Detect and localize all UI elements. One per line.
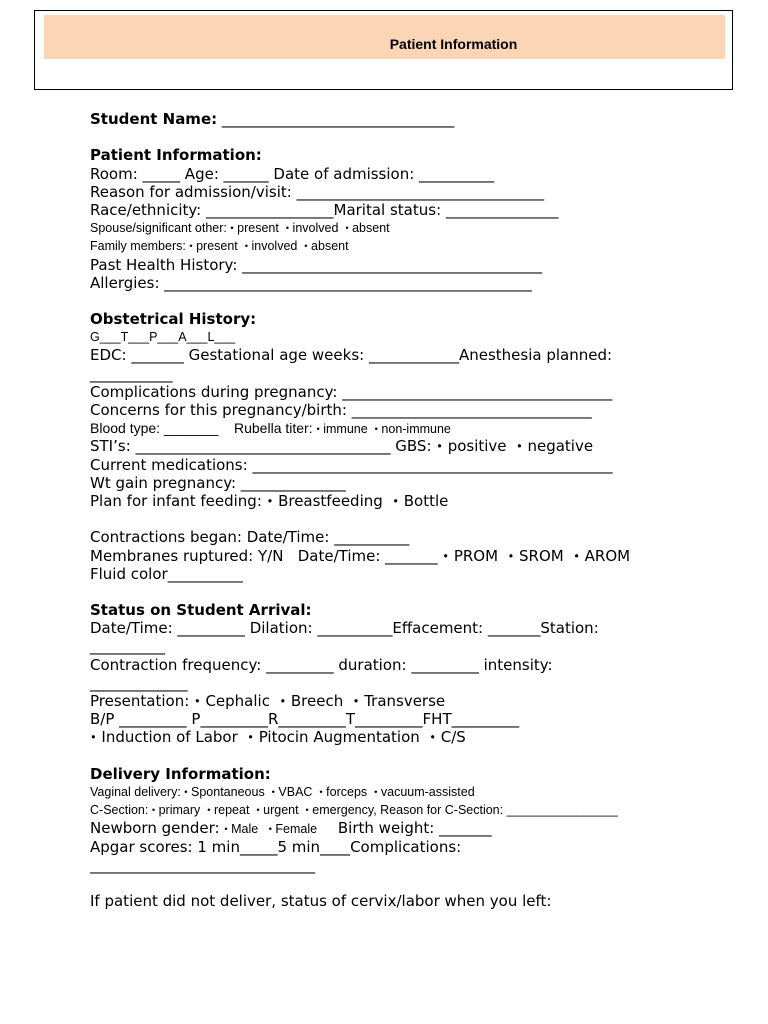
feeding-label: Plan for infant feeding: [90,491,267,510]
family-option-involved[interactable]: • involved [244,239,305,254]
rubella-option-nonimmune[interactable]: • non-immune [374,422,451,437]
family-option-absent[interactable]: • absent [304,239,349,254]
arrival-status-line[interactable]: Date/Time: _________ Dilation: __________Effacement: _______Station: [90,619,599,638]
bullet-icon: • [316,424,320,435]
feeding-line [90,492,690,510]
membranes-field[interactable]: Membranes ruptured: Y/N Date/Time: _______ [90,546,443,565]
vaginal-option-vacuum[interactable]: • vacuum-assisted [374,784,475,799]
delivery-heading: Delivery Information: [90,764,271,783]
presentation-label: Presentation: [90,692,195,710]
gender-option-female[interactable]: • Female [268,822,338,837]
bullet-icon: • [207,805,211,816]
bullet-icon: • [224,824,228,835]
bullet-icon: • [230,223,234,234]
gbs-option-positive[interactable]: • positive [436,437,517,456]
bullet-icon: • [266,494,274,508]
weight-gain-line[interactable]: Wt gain pregnancy: ______________ [90,473,346,492]
sti-field[interactable]: STI’s: __________________________________ GBS: [90,437,437,456]
sti-gbs-line [90,437,690,455]
bullet-icon: • [516,440,523,454]
feeding-option-bottle[interactable]: • Bottle [392,491,449,510]
membranes-option-srom[interactable]: • SROM [507,546,574,565]
bullet-icon: • [429,731,436,745]
birth-weight-field[interactable]: Birth weight: _______ [337,819,492,838]
intensity-field[interactable]: _____________ [90,673,188,692]
bullet-icon: • [345,223,349,234]
blood-type-field[interactable]: Blood type: _______ [90,420,234,437]
edc-line[interactable]: EDC: _______ Gestational age weeks: ____________Anesthesia planned: [90,346,613,365]
bullet-icon: • [194,695,201,708]
page-title: Patient Information [389,36,518,52]
apgar-line[interactable]: Apgar scores: 1 min_____5 min____Complications: [90,837,462,856]
bullet-icon: • [436,440,443,454]
spouse-option-absent[interactable]: • absent [345,221,390,236]
bullet-icon: • [90,731,97,745]
bullet-icon: • [352,695,360,708]
bullet-icon: • [374,786,378,797]
spouse-label: Spouse/significant other: [90,221,231,236]
bullet-icon: • [305,805,309,816]
bullet-icon: • [151,805,156,816]
csection-line [90,801,690,819]
membranes-option-arom[interactable]: • AROM [573,546,631,565]
procedure-option-cs[interactable]: • C/S [429,728,466,747]
feeding-option-breastfeeding[interactable]: • Breastfeeding [266,491,393,510]
anesthesia-field[interactable]: ___________ [90,364,173,383]
station-field[interactable]: __________ [90,637,165,656]
csection-option-emergency[interactable]: • emergency, Reason for C-Section: ________________ [305,803,618,818]
presentation-option-breech[interactable]: • Breech [279,692,353,710]
past-history-line[interactable]: Past Health History: ________________________________________ [90,255,543,274]
membranes-option-prom[interactable]: • PROM [442,546,508,565]
spouse-option-involved[interactable]: • involved [285,221,346,236]
bullet-icon: • [256,805,260,816]
bullet-icon: • [285,223,290,234]
spouse-line [90,219,690,237]
vitals-line[interactable]: B/P _________ P_________R_________T_________FHT_________ [90,710,520,729]
vaginal-option-vbac[interactable]: • VBAC [271,784,320,799]
family-line [90,237,690,255]
vaginal-option-spontaneous[interactable]: • Spontaneous [184,784,272,799]
membranes-line [90,547,690,565]
vaginal-label: Vaginal delivery: [90,784,185,799]
spouse-option-present[interactable]: • present [230,221,286,236]
student-name-field[interactable]: _______________________________ [217,110,455,128]
bullet-icon: • [271,786,275,797]
family-option-present[interactable]: • present [189,239,245,254]
bullet-icon: • [189,241,193,252]
room-age-admission-line[interactable]: Room: _____ Age: ______ Date of admission: __________ [90,164,495,183]
reason-line[interactable]: Reason for admission/visit: _________________________________ [90,182,545,201]
bullet-icon: • [507,549,515,563]
bullet-icon: • [268,824,272,835]
family-label: Family members: [90,239,190,254]
bullet-icon: • [374,424,378,435]
race-marital-line[interactable]: Race/ethnicity: _________________Marital status: _______________ [90,200,559,219]
contraction-frequency-line[interactable]: Contraction frequency: _________ duration: _________ intensity: [90,655,553,674]
bullet-icon: • [244,241,249,252]
rubella-option-immune[interactable]: • immune [316,422,375,437]
arrival-heading: Status on Student Arrival: [90,601,312,620]
procedure-option-induction[interactable]: • Induction of Labor [90,728,248,747]
presentation-option-cephalic[interactable]: • Cephalic [194,692,280,710]
bullet-icon: • [392,494,399,508]
rubella-label: Rubella titer: [234,420,317,437]
csection-option-repeat[interactable]: • repeat [207,803,257,818]
vaginal-delivery-line [90,783,690,801]
contractions-began-line[interactable]: Contractions began: Date/Time: __________ [90,528,410,547]
bullet-icon: • [247,731,254,745]
delivery-complications-field[interactable]: ______________________________ [90,855,315,874]
csection-option-primary[interactable]: • primary [151,803,208,818]
medications-line[interactable]: Current medications: ________________________________________________ [90,455,613,474]
procedure-option-pitocin[interactable]: • Pitocin Augmentation [247,728,430,747]
student-name-line [90,110,690,128]
procedures-line [90,728,690,746]
bullet-icon: • [319,786,323,797]
obstetrical-heading: Obstetrical History: [90,310,257,329]
csection-label: C-Section: [90,803,152,818]
newborn-line [90,819,690,837]
allergies-line[interactable]: Allergies: _________________________________________________ [90,273,532,292]
presentation-line [90,692,690,710]
concerns-line[interactable]: Concerns for this pregnancy/birth: ________________________________ [90,401,592,419]
fluid-color-line[interactable]: Fluid color__________ [90,564,243,583]
presentation-option-transverse[interactable]: • Transverse [352,692,446,710]
bullet-icon: • [442,549,450,563]
bullet-icon: • [184,786,188,797]
complications-line[interactable]: Complications during pregnancy: ____________________________________ [90,382,613,401]
gtpal-line[interactable]: G___T___P___A___L___ [90,330,236,345]
csection-option-urgent[interactable]: • urgent [256,803,306,818]
vaginal-option-forceps[interactable]: • forceps [319,784,375,799]
bullet-icon: • [304,241,308,252]
bullet-icon: • [279,695,287,708]
patient-info-heading: Patient Information: [90,146,262,165]
cervix-status-line: If patient did not deliver, status of cervix/labor when you left: [90,892,552,911]
form-body [90,110,690,910]
blood-type-line [90,419,690,437]
bullet-icon: • [573,549,580,563]
student-name-label: Student Name: [90,110,218,128]
newborn-gender-label: Newborn gender: [90,819,225,838]
gbs-option-negative[interactable]: • negative [516,437,594,456]
gender-option-male[interactable]: • Male [224,822,269,837]
header-box [34,10,733,90]
